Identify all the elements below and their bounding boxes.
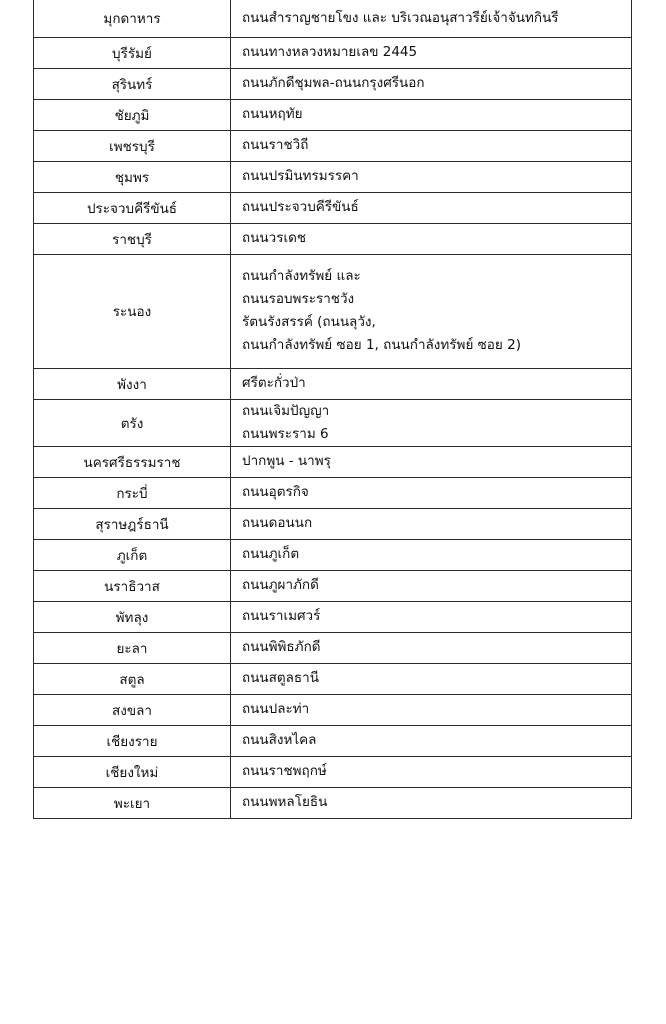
road-line: ถนนดอนนก (242, 515, 313, 531)
table-row (34, 694, 632, 725)
road-line: ถนนรอบพระราชวัง (242, 291, 355, 307)
road-line: ปากพูน - นาพรุ (242, 453, 331, 469)
road-cell (231, 663, 632, 694)
table-row (34, 756, 632, 787)
road-line: ถนนกำลังทรัพย์ และ (242, 268, 361, 284)
road-cell (231, 192, 632, 223)
road-cell (231, 570, 632, 601)
table-row (34, 601, 632, 632)
road-cell (231, 508, 632, 539)
road-line: รัตนรังสรรค์ (ถนนลุวัง, (242, 314, 376, 330)
road-cell (231, 477, 632, 508)
province-cell: สงขลา (34, 694, 231, 725)
province-cell: นครศรีธรรมราช (34, 446, 231, 477)
road-cell (231, 223, 632, 254)
province-cell: ประจวบคีรีขันธ์ (34, 192, 231, 223)
road-line: ถนนภักดีชุมพล-ถนนกรุงศรีนอก (242, 75, 425, 91)
province-cell: บุรีรัมย์ (34, 37, 231, 68)
road-line: ถนนปละท่า (242, 701, 310, 717)
province-cell: พัทลุง (34, 601, 231, 632)
province-cell: พังงา (34, 368, 231, 399)
road-cell (231, 725, 632, 756)
road-cell (231, 68, 632, 99)
road-line: ถนนประจวบคีรีขันธ์ (242, 199, 359, 215)
province-cell: พะเยา (34, 787, 231, 818)
road-line: ถนนราเมศวร์ (242, 608, 321, 624)
table-row (34, 68, 632, 99)
road-cell (231, 601, 632, 632)
province-cell: เพชรบุรี (34, 130, 231, 161)
road-line: ถนนหฤทัย (242, 106, 303, 122)
road-line: ถนนทางหลวงหมายเลข 2445 (242, 44, 418, 60)
province-cell: ยะลา (34, 632, 231, 663)
road-cell (231, 130, 632, 161)
table-row (34, 0, 632, 37)
table-row (34, 632, 632, 663)
road-line: ถนนปรมินทรมรรคา (242, 168, 359, 184)
road-cell (231, 161, 632, 192)
road-cell (231, 399, 632, 446)
table-row (34, 539, 632, 570)
road-cell (231, 368, 632, 399)
road-line: ถนนกำลังทรัพย์ ซอย 1, ถนนกำลังทรัพย์ ซอย 2) (242, 337, 521, 353)
road-cell (231, 756, 632, 787)
road-cell (231, 0, 632, 37)
road-cell (231, 37, 632, 68)
province-cell: ตรัง (34, 399, 231, 446)
province-road-table (33, 0, 632, 819)
road-cell (231, 787, 632, 818)
table-row (34, 368, 632, 399)
road-line: ถนนภูผาภักดี (242, 577, 319, 593)
road-cell (231, 539, 632, 570)
province-cell: มุกดาหาร (34, 0, 231, 37)
table-row (34, 446, 632, 477)
province-cell: ระนอง (34, 254, 231, 368)
table-row (34, 477, 632, 508)
road-cell (231, 632, 632, 663)
table-row (34, 787, 632, 818)
province-cell: สุราษฎร์ธานี (34, 508, 231, 539)
road-line: ถนนพระราม 6 (242, 425, 329, 442)
road-line: ถนนสิงหไคล (242, 732, 317, 748)
road-cell (231, 99, 632, 130)
road-line: ถนนพหลโยธิน (242, 794, 328, 810)
province-cell: เชียงใหม่ (34, 756, 231, 787)
province-cell: นราธิวาส (34, 570, 231, 601)
province-cell: ชุมพร (34, 161, 231, 192)
province-cell: สตูล (34, 663, 231, 694)
table-row (34, 130, 632, 161)
table-body (34, 0, 632, 818)
table-row (34, 223, 632, 254)
road-line: ถนนราชพฤกษ์ (242, 763, 327, 779)
road-line: ถนนภูเก็ต (242, 546, 300, 562)
province-cell: ชัยภูมิ (34, 99, 231, 130)
table-row (34, 663, 632, 694)
road-line: ถนนเจิมปัญญา (242, 402, 330, 419)
table-row (34, 508, 632, 539)
road-line: ศรีตะกั่วป่า (242, 375, 306, 391)
road-cell (231, 694, 632, 725)
province-cell: กระบี่ (34, 477, 231, 508)
table-row (34, 161, 632, 192)
table-row (34, 99, 632, 130)
road-line: ถนนอุตรกิจ (242, 484, 309, 500)
table-row (34, 725, 632, 756)
road-line: ถนนสตูลธานี (242, 670, 319, 686)
table-row (34, 570, 632, 601)
province-cell: เชียงราย (34, 725, 231, 756)
road-line: ถนนวรเดช (242, 230, 307, 246)
province-cell: ภูเก็ต (34, 539, 231, 570)
road-line: ถนนราชวิถี (242, 137, 309, 153)
table-row (34, 192, 632, 223)
road-line: ถนนพิพิธภักดี (242, 639, 321, 655)
table-row (34, 37, 632, 68)
road-line: ถนนสำราญชายโขง และ บริเวณอนุสาวรีย์เจ้าจันทกินรี (242, 9, 559, 26)
road-cell (231, 254, 632, 368)
province-cell: ราชบุรี (34, 223, 231, 254)
province-cell: สุรินทร์ (34, 68, 231, 99)
table-row (34, 399, 632, 446)
table-row (34, 254, 632, 368)
road-cell (231, 446, 632, 477)
